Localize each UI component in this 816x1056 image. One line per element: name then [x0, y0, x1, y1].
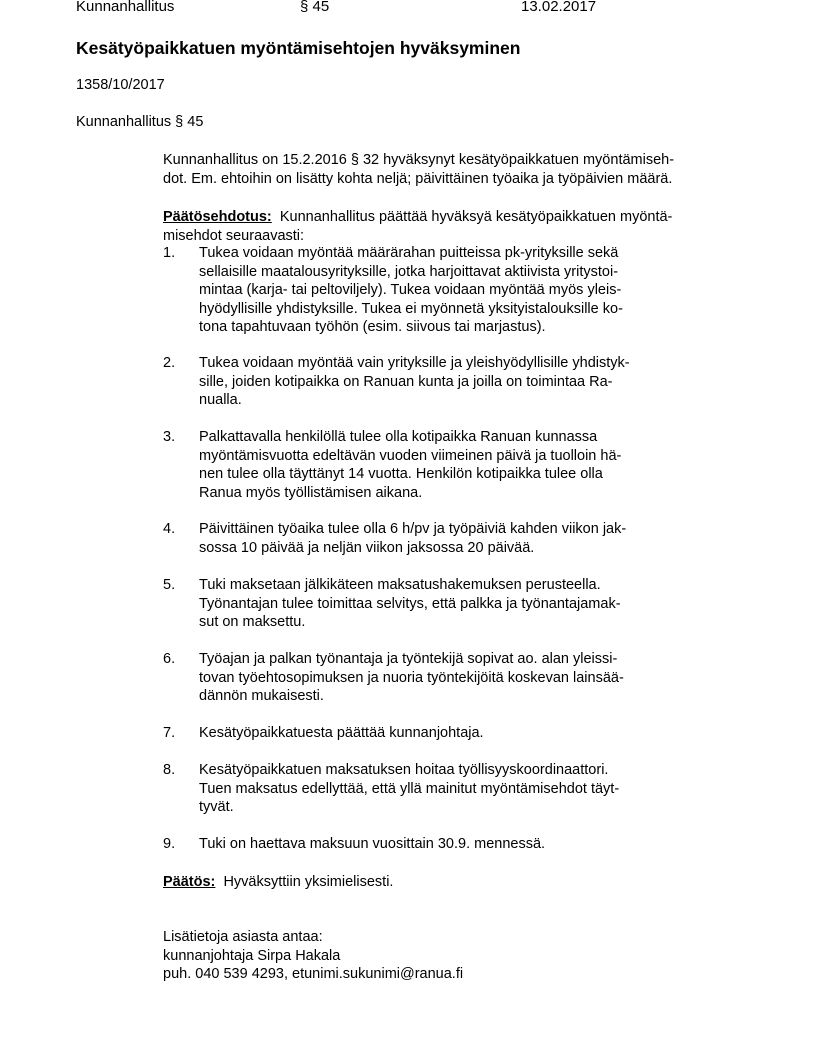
section-line: Kunnanhallitus § 45 — [76, 114, 204, 130]
contact-person: kunnanjohtaja Sirpa Hakala — [163, 947, 341, 964]
proposal-text-continued: misehdot seuraavasti: — [163, 227, 305, 244]
decision-paragraph — [163, 873, 733, 892]
proposal-label: Päätösehdotus: — [163, 209, 272, 225]
list-item-line: hyödyllisille yhdistyksille. Tukea ei myönnetä yksityistalouksille ko- — [199, 300, 623, 317]
list-item-number: 6. — [163, 651, 176, 667]
list-item-line: Tukea voidaan myöntää määrärahan puitteissa pk-yrityksille sekä — [199, 245, 619, 261]
list-item-number: 5. — [163, 577, 176, 593]
list-item-line: tovan työehtosopimuksen ja nuoria työntekijöitä koskevan lainsää- — [199, 669, 624, 686]
list-item-number: 2. — [163, 355, 176, 371]
list-item-line: Työajan ja palkan työnantaja ja työntekijä sopivat ao. alan yleissi- — [199, 651, 618, 667]
list-item-line: Tuki maksetaan jälkikäteen maksatushakemuksen perusteella. — [199, 577, 601, 593]
document-title: Kesätyöpaikkatuen myöntämisehtojen hyväksyminen — [76, 38, 521, 58]
list-item-number: 3. — [163, 429, 176, 445]
contact-phone-email: puh. 040 539 4293, etunimi.sukunimi@ranua.fi — [163, 966, 464, 982]
list-item-line: tona tapahtuvaan työhön (esim. siivous tai marjastus). — [199, 319, 546, 335]
list-item-line: myöntämisvuotta edeltävän vuoden viimeinen päivä ja tuolloin hä- — [199, 447, 622, 464]
list-item-line: Työnantajan tulee toimittaa selvitys, että palkka ja työnantajamak- — [199, 595, 621, 612]
proposal-text: Kunnanhallitus päättää hyväksyä kesätyöpaikkatuen myöntä- — [279, 209, 673, 225]
list-item-line: sossa 10 päivää ja neljän viikon jaksossa 20 päivää. — [199, 539, 535, 556]
list-item-line: Päivittäinen työaika tulee olla 6 h/pv ja työpäiviä kahden viikon jak- — [199, 521, 627, 537]
list-item-line: tyvät. — [199, 799, 234, 815]
list-item-line: sellaisille maatalousyrityksille, jotka harjoittavat aktiivista yritystoi- — [199, 263, 619, 280]
list-item-line: dännön mukaisesti. — [199, 688, 324, 704]
contact-intro: Lisätietoja asiasta antaa: — [163, 929, 323, 945]
list-item-line: Ranua myös työllistämisen aikana. — [199, 484, 423, 501]
header-section: § 45 — [300, 0, 330, 15]
proposal-paragraph — [163, 208, 733, 245]
list-item-number: 8. — [163, 762, 176, 778]
contact-block — [163, 928, 733, 984]
list-item-line: Tuki on haettava maksuun vuosittain 30.9. mennessä. — [199, 836, 546, 852]
list-item-number: 4. — [163, 521, 176, 537]
list-item-line: Kesätyöpaikkatuesta päättää kunnanjohtaja. — [199, 725, 484, 741]
list-item-line: Kesätyöpaikkatuen maksatuksen hoitaa työllisyyskoordinaattori. — [199, 762, 609, 778]
list-item-line: mintaa (karja- tai peltoviljely). Tukea voidaan myöntää myös yleis- — [199, 282, 622, 298]
decision-label: Päätös: — [163, 874, 216, 890]
list-item-line: Tukea voidaan myöntää vain yrityksille ja yleishyödyllisille yhdistyk- — [199, 355, 630, 371]
list-item-line: sut on maksettu. — [199, 614, 306, 630]
header-date: 13.02.2017 — [521, 0, 597, 15]
list-item-line: Palkattavalla henkilöllä tulee olla kotipaikka Ranuan kunnassa — [199, 429, 598, 445]
reference-number: 1358/10/2017 — [76, 77, 165, 93]
list-item-number: 9. — [163, 836, 176, 852]
decision-text: Hyväksyttiin yksimielisesti. — [223, 874, 394, 890]
list-item-number: 7. — [163, 725, 176, 741]
header-organ: Kunnanhallitus — [76, 0, 175, 15]
list-item-line: Tuen maksatus edellyttää, että yllä mainitut myöntämisehdot täyt- — [199, 780, 620, 797]
list-item-line: nen tulee olla täyttänyt 14 vuotta. Henkilön kotipaikka tulee olla — [199, 466, 603, 482]
intro-line: Kunnanhallitus on 15.2.2016 § 32 hyväksynyt kesätyöpaikkatuen myöntämiseh- — [163, 152, 675, 168]
list-item-number: 1. — [163, 245, 176, 261]
list-item-line: nualla. — [199, 392, 242, 408]
list-item-line: sille, joiden kotipaikka on Ranuan kunta ja joilla on toimintaa Ra- — [199, 373, 613, 390]
intro-paragraph — [163, 151, 733, 188]
intro-line: dot. Em. ehtoihin on lisätty kohta neljä; päivittäinen työaika ja työpäivien määrä. — [163, 170, 673, 187]
